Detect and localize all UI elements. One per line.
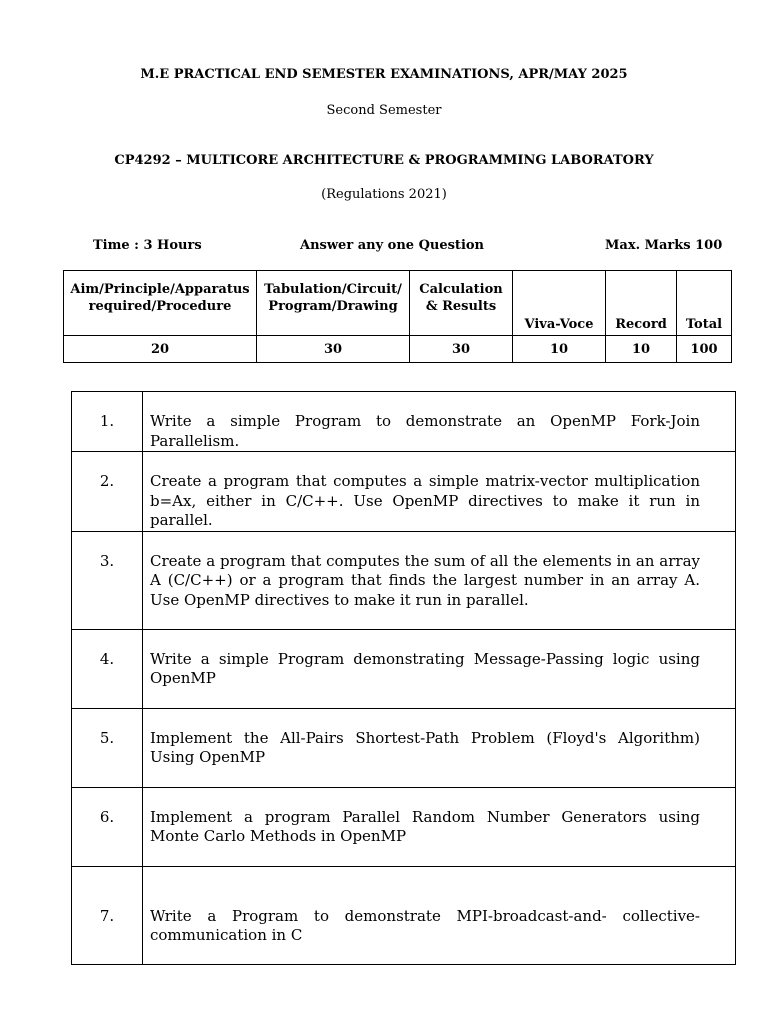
question-text: Implement the All-Pairs Shortest-Path Problem (Floyd's Algorithm) Using OpenMP	[143, 708, 736, 787]
marks-value-cell: 10	[513, 336, 606, 363]
question-row	[72, 629, 736, 708]
question-number: 7.	[72, 866, 143, 964]
question-row	[72, 866, 736, 964]
marks-header-cell: Calculation & Results	[410, 271, 513, 336]
marks-value-cell: 20	[64, 336, 257, 363]
marks-value-cell: 10	[606, 336, 677, 363]
question-text: Write a simple Program to demonstrate an OpenMP Fork-Join Parallelism.	[143, 392, 736, 452]
questions-table	[71, 391, 736, 965]
marks-table	[63, 270, 732, 363]
time-info: Time : 3 Hours	[93, 238, 202, 253]
question-text: Write a simple Program demonstrating Message-Passing logic using OpenMP	[143, 629, 736, 708]
marks-header-cell: Viva-Voce	[513, 271, 606, 336]
question-text: Create a program that computes a simple matrix-vector multiplication b=Ax, either in C/C++. Use OpenMP directives to make it run in parallel.	[143, 452, 736, 532]
marks-value-cell: 30	[410, 336, 513, 363]
marks-header-cell: Aim/Principle/Apparatus required/Procedure	[64, 271, 257, 336]
marks-value-row	[64, 336, 732, 363]
question-row	[72, 531, 736, 629]
marks-header-cell: Total	[677, 271, 732, 336]
marks-header-cell: Tabulation/Circuit/ Program/Drawing	[257, 271, 410, 336]
question-number: 4.	[72, 629, 143, 708]
marks-value-cell: 100	[677, 336, 732, 363]
marks-header-row	[64, 271, 732, 336]
marks-value-cell: 30	[257, 336, 410, 363]
exam-title: M.E PRACTICAL END SEMESTER EXAMINATIONS, APR/MAY 2025	[140, 67, 628, 82]
question-text: Implement a program Parallel Random Number Generators using Monte Carlo Methods in OpenMP	[143, 787, 736, 866]
marks-header-cell: Record	[606, 271, 677, 336]
instruction-info: Answer any one Question	[300, 238, 484, 253]
question-number: 2.	[72, 452, 143, 532]
question-number: 3.	[72, 531, 143, 629]
question-row	[72, 787, 736, 866]
question-row	[72, 708, 736, 787]
question-text: Write a Program to demonstrate MPI-broadcast-and- collective-communication in C	[143, 866, 736, 964]
question-number: 6.	[72, 787, 143, 866]
question-text: Create a program that computes the sum of all the elements in an array A (C/C++) or a program that finds the largest number in an array A. Use OpenMP directives to make it run in parallel.	[143, 531, 736, 629]
course-title: CP4292 – MULTICORE ARCHITECTURE & PROGRAMMING LABORATORY	[114, 153, 654, 168]
question-row	[72, 392, 736, 452]
question-number: 5.	[72, 708, 143, 787]
regulations-label: (Regulations 2021)	[321, 187, 447, 202]
question-number: 1.	[72, 392, 143, 452]
question-row	[72, 452, 736, 532]
max-marks-info: Max. Marks 100	[605, 238, 723, 253]
semester-label: Second Semester	[326, 103, 442, 118]
